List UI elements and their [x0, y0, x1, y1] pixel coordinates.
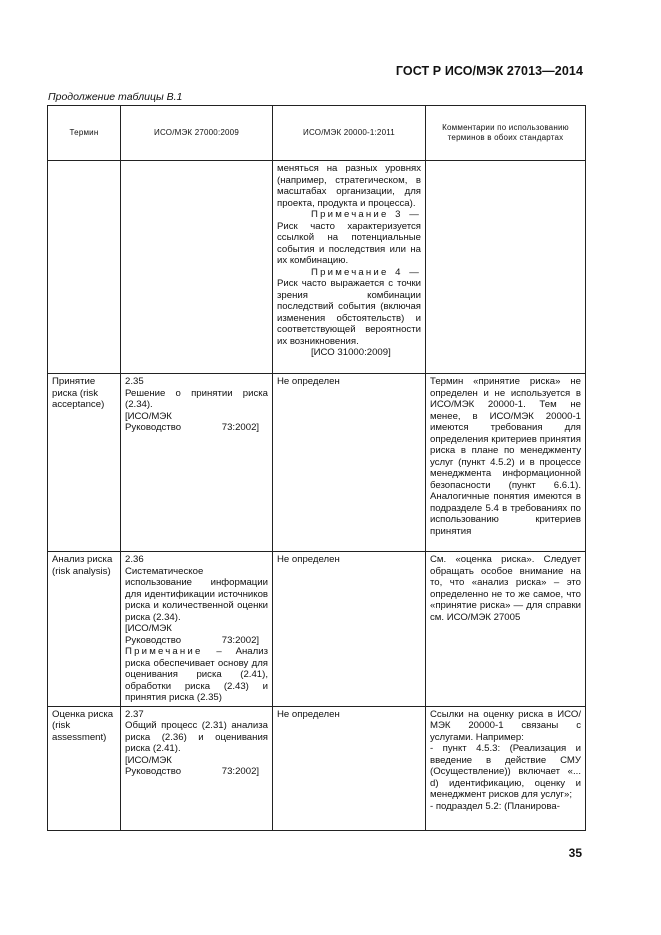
cell-iso20000-continuation [273, 161, 426, 374]
definition-reference: [ИСО/МЭК Руководство 73:2002] [125, 754, 260, 777]
column-header-term: Термин [48, 106, 121, 161]
cell-iso27000 [121, 374, 273, 552]
document-code: ГОСТ Р ИСО/МЭК 27013—2014 [395, 64, 583, 78]
definition-text: Общий процесс (2.31) анализа риска (2.36) и оценивания риска (2.41). [125, 720, 268, 754]
table-row [48, 374, 586, 552]
cell-iso27000-empty [121, 161, 273, 374]
page-number: 35 [568, 846, 582, 860]
continuation-text: меняться на разных уровнях (например, стратегическом, в масштабах организации, для проекта, продукта и процесса). [277, 163, 421, 209]
comment-item: - подраздел 5.2: (Планирова- [430, 800, 560, 812]
definition-reference: [ИСО/МЭК Руководство 73:2002] [125, 623, 260, 646]
continuation-source: [ИСО 31000:2009] [311, 347, 391, 358]
cell-term: Принятие риска (risk acceptance) [48, 374, 121, 552]
definition-number: 2.36 [125, 554, 144, 565]
note-3 [277, 209, 421, 267]
cell-iso20000: Не определен [273, 706, 426, 830]
comment-intro: Ссылки на оценку риска в ИСО/МЭК 20000-1 связаны с услугами. Например: [430, 708, 581, 743]
definition-text: Решение о принятии риска (2.34). [125, 387, 268, 410]
note-3-text: Риск часто характеризуется ссылкой на потенциальные события и последствия или на их комбинацию. [277, 220, 421, 266]
definition-number: 2.37 [125, 708, 144, 720]
cell-term-empty [48, 161, 121, 374]
definition-text: Систематическое использование информации для идентификации источников риска и количественной оценки риска (2.34). [125, 565, 268, 623]
definition-number: 2.35 [125, 376, 144, 387]
table-row [48, 706, 586, 830]
cell-iso27000 [121, 552, 273, 707]
table-row-continuation [48, 161, 586, 374]
cell-iso20000: Не определен [273, 552, 426, 707]
cell-comment: См. «оценка риска». Следует обращать особое внимание на то, что «анализ риска» – это определенно не то же самое, что «принятие риска» — для справки см. ИСО/МЭК 27005 [426, 552, 586, 707]
cell-iso20000: Не определен [273, 374, 426, 552]
cell-term: Анализ риска (risk analysis) [48, 552, 121, 707]
comparison-table [47, 105, 586, 831]
note-3-label: Примечание 3 — [311, 209, 421, 220]
column-header-iso27000: ИСО/МЭК 27000:2009 [121, 106, 273, 161]
note-4-text: Риск часто выражается с точки зрения комбинации последствий события (включая изменения обстоятельств) и соответствующей вероятности их возникновения. [277, 278, 421, 347]
cell-comment-empty [426, 161, 586, 374]
definition-reference: [ИСО/МЭК Руководство 73:2002] [125, 410, 260, 433]
note-label: Примечание – [125, 646, 224, 657]
cell-comment: Термин «принятие риска» не определен и не используется в ИСО/МЭК 20000-1. Тем не менее, в ИСО/МЭК 20000-1 имеются требования для определения критериев принятия риска в плане по менеджменту услуг (пункт 4.5.2) и в процессе менеджмента информационной безопасности (пункт 6.6.1). Аналогичные понятия имеются в подразделе 5.4 в требованиях по использованию критериев принятия [426, 374, 586, 552]
note-4-label: Примечание 4 — [311, 266, 421, 278]
table-continuation-label: Продолжение таблицы В.1 [48, 91, 183, 103]
cell-iso27000 [121, 706, 273, 830]
comment-item: - пункт 4.5.3: (Реализация и введение в действие СМУ (Осуществление)) включает «... d) идентификацию, оценку и менеджмент рисков для услуг»; [430, 743, 581, 800]
column-header-comments: Комментарии по использованию терминов в обоих стандартах [426, 106, 586, 161]
note-text: Анализ риска обеспечивает основу для оценивания риска (2.41), обработки риска (2.43) и принятия риска (2.35) [125, 646, 268, 703]
table-header-row [48, 106, 586, 161]
table-row [48, 552, 586, 707]
definition-note [125, 646, 268, 704]
cell-comment [426, 706, 586, 830]
note-4 [277, 267, 421, 348]
cell-term: Оценка риска (risk assessment) [48, 706, 121, 830]
column-header-iso20000: ИСО/МЭК 20000-1:2011 [273, 106, 426, 161]
